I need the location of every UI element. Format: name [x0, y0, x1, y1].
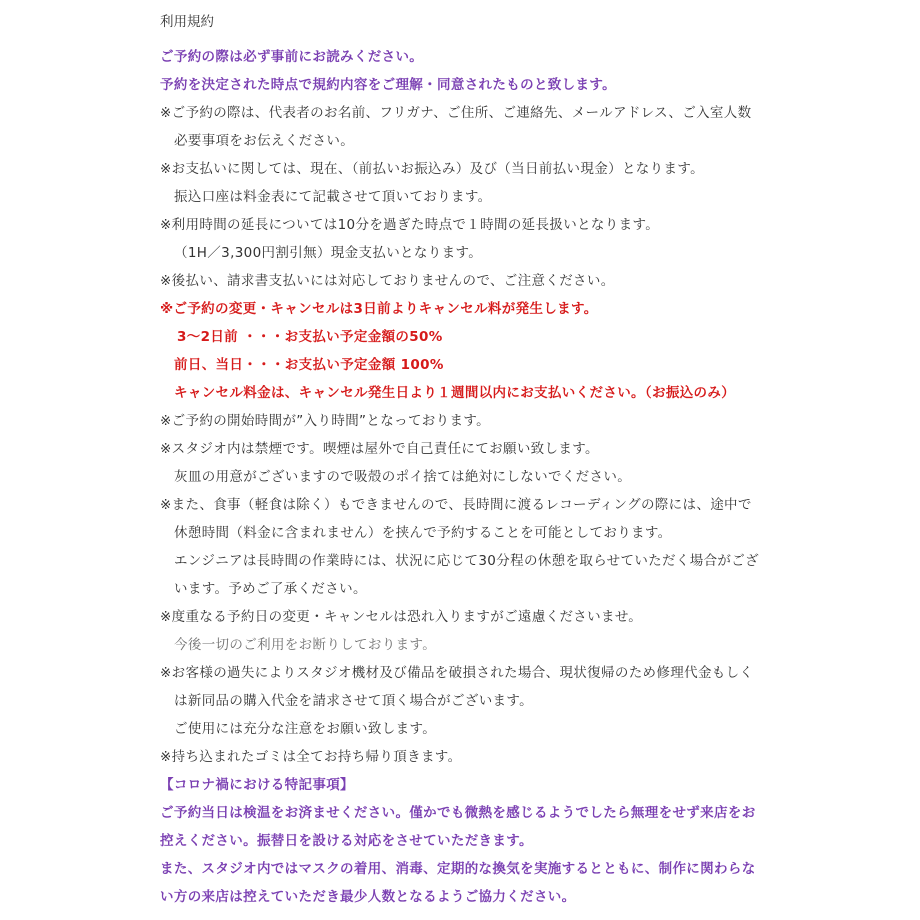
term-no-eating: ※また、食事（軽食は除く）もできませんので、長時間に渡るレコーディングの際には、途中で [160, 497, 752, 513]
term-no-smoking-cont: 灰皿の用意がございますので吸殻のポイ捨ては絶対にしないでください。 [174, 469, 632, 485]
term-payment-cont: 振込口座は料金表にて記載させて頂いております。 [174, 189, 492, 205]
corona-mask-policy-cont: い方の来店は控えていただき最少人数となるようご協力ください。 [160, 889, 576, 905]
term-repeated-changes: ※度重なる予約日の変更・キャンセルは恐れ入りますがご遠慮くださいませ。 [160, 609, 643, 625]
cancellation-fee-same-day: 前日、当日・・・お支払い予定金額 100% [174, 357, 444, 373]
term-start-time: ※ご予約の開始時間が”入り時間”となっております。 [160, 413, 490, 429]
term-no-smoking: ※スタジオ内は禁煙です。喫煙は屋外で自己責任にてお願い致します。 [160, 441, 599, 457]
corona-section-heading: 【コロナ禍における特記事項】 [160, 777, 354, 793]
term-damage-caution: ご使用には充分な注意をお願い致します。 [174, 721, 437, 737]
term-trash: ※持ち込まれたゴミは全てお持ち帰り頂きます。 [160, 749, 462, 765]
term-no-eating-cont: 休憩時間（料金に含まれません）を挟んで予約することを可能としております。 [174, 525, 672, 541]
notice-agreement: 予約を決定された時点で規約内容をご理解・同意されたものと致します。 [160, 77, 616, 93]
term-extension-cont: （1H／3,300円割引無）現金支払いとなります。 [174, 245, 483, 261]
notice-read-before-booking: ご予約の際は必ず事前にお読みください。 [160, 49, 424, 65]
corona-temperature-check: ご予約当日は検温をお済ませください。僅かでも微熱を感じるようでしたら無理をせず来店をお [160, 805, 756, 821]
term-cancellation: ※ご予約の変更・キャンセルは3日前よりキャンセル料が発生します。 [160, 301, 598, 317]
term-extension: ※利用時間の延長については10分を過ぎた時点で１時間の延長扱いとなります。 [160, 217, 660, 233]
term-damage-cont: は新同品の購入代金を請求させて頂く場合がございます。 [174, 693, 534, 709]
term-postpay: ※後払い、請求書支払いには対応しておりませんので、ご注意ください。 [160, 273, 615, 289]
cancellation-fee-3-2-days: 3〜2日前 ・・・お支払い予定金額の50% [177, 329, 443, 345]
corona-mask-policy: また、スタジオ内ではマスクの着用、消毒、定期的な換気を実施するとともに、制作に関わらな [160, 861, 756, 877]
term-payment: ※お支払いに関しては、現在、（前払いお振込み）及び（当日前払い現金）となります。 [160, 161, 704, 177]
term-repeated-changes-cont: 今後一切のご利用をお断りしております。 [174, 637, 437, 653]
term-booking-info: ※ご予約の際は、代表者のお名前、フリガナ、ご住所、ご連絡先、メールアドレス、ご入室人数 [160, 105, 752, 121]
term-booking-info-cont: 必要事項をお伝えください。 [174, 133, 355, 149]
page-title: 利用規約 [160, 14, 214, 30]
cancellation-payment-deadline: キャンセル料金は、キャンセル発生日より１週間以内にお支払いください。（お振込のみ） [174, 385, 736, 401]
term-engineer-break-cont: います。予めご了承ください。 [174, 581, 367, 597]
corona-temperature-check-cont: 控えください。振替日を設ける対応をさせていただきます。 [160, 833, 533, 849]
term-engineer-break: エンジニアは長時間の作業時には、状況に応じて30分程の休憩を取らせていただく場合がござ [174, 553, 759, 569]
term-damage: ※お客様の過失によりスタジオ機材及び備品を破損された場合、現状復帰のため修理代金もしく [160, 665, 754, 681]
